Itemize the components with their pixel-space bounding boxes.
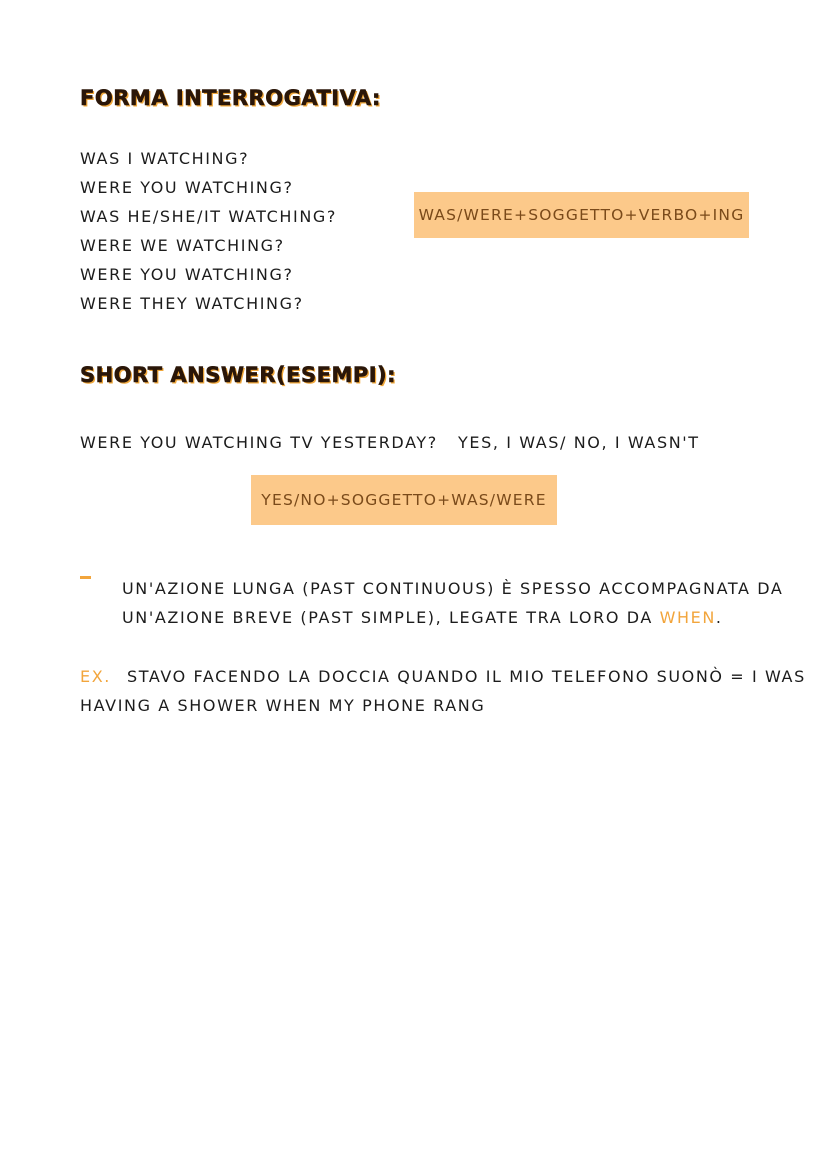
short-answer-question: WERE YOU WATCHING TV YESTERDAY? (80, 433, 438, 452)
short-answer-response: YES, I WAS/ NO, I WASN'T (458, 433, 700, 452)
list-item: WAS HE/SHE/IT WATCHING? (80, 207, 337, 226)
note-line-1: UN'AZIONE LUNGA (PAST CONTINUOUS) È SPESSO ACCOMPAGNATA DA (122, 579, 784, 598)
note-line-2-end: . (715, 608, 723, 627)
interrogative-formula-box: WAS/WERE+SOGGETTO+VERBO+ING (414, 192, 749, 238)
bullet-dash (80, 576, 91, 579)
example-text: STAVO FACENDO LA DOCCIA QUANDO IL MIO TELEFONO SUONÒ = I WAS (126, 667, 806, 686)
example-label: EX. (80, 667, 111, 686)
short-answer-formula-box: YES/NO+SOGGETTO+WAS/WERE (251, 475, 557, 525)
example-line-1 (80, 667, 806, 686)
short-answer-heading: SHORT ANSWER(ESEMPI): (80, 363, 397, 387)
note-line-2 (122, 608, 723, 627)
example-line-2: HAVING A SHOWER WHEN MY PHONE RANG (80, 696, 486, 715)
note-line-2-text: UN'AZIONE BREVE (PAST SIMPLE), LEGATE TRA LORO DA (122, 608, 660, 627)
when-keyword: WHEN (659, 608, 716, 627)
list-item: WERE WE WATCHING? (80, 236, 285, 255)
interrogative-heading: FORMA INTERROGATIVA: (80, 86, 381, 110)
list-item: WERE YOU WATCHING? (80, 178, 294, 197)
list-item: WAS I WATCHING? (80, 149, 250, 168)
list-item: WERE THEY WATCHING? (80, 294, 304, 313)
list-item: WERE YOU WATCHING? (80, 265, 294, 284)
